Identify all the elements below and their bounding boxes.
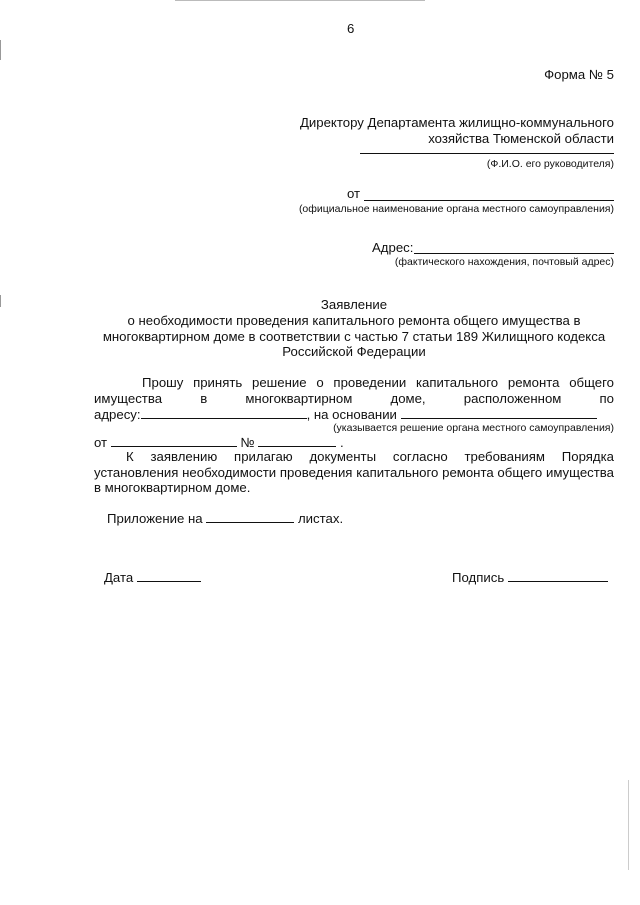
from-label: от [347,186,361,201]
address-line [414,253,614,254]
line-4-period: . [339,435,344,450]
date-block [104,569,201,585]
address-hint: (фактического нахождения, почтовый адрес) [394,256,614,268]
scan-mark-top [175,0,425,1]
body-line-6: установления необходимости проведения капитального ремонта общего имущества [94,465,614,480]
attachment-count-line [206,510,294,523]
attachment-label-after: листах. [297,511,344,526]
attachment-line [107,510,343,526]
body-line-5: К заявлению прилагаю документы согласно требованиям Порядка [126,449,614,464]
body-line-7: в многоквартирном доме. [94,480,251,495]
date-from-field-line [111,434,237,447]
date-label: Дата [104,570,134,585]
basis-field-line [401,406,597,419]
title-line-1: о необходимости проведения капитального ремонта общего имущества в [127,313,581,328]
title-line-2: многоквартирном доме в соответствии с частью 7 статьи 189 Жилищного кодекса [102,329,606,344]
address-label: Адрес: [372,240,414,255]
basis-hint: (указывается решение органа местного самоуправления) [333,422,614,434]
signature-block [452,569,608,585]
date-field-line [137,569,201,582]
document-heading: Заявление [320,297,388,312]
number-label: № [240,435,255,450]
body-line-2: имущества в многоквартирном доме, расположенном по [94,391,614,406]
signature-field-line [508,569,608,582]
attachment-label-before: Приложение на [107,511,203,526]
scan-mark-left [0,40,1,60]
page-number: 6 [347,21,355,36]
title-line-3: Российской Федерации [282,344,426,359]
from-hint: (официальное наименование органа местного самоуправления) [298,203,614,215]
number-field-line [258,434,336,447]
addressee-line-2: хозяйства Тюменской области [428,131,614,146]
date-from-label: от [94,435,108,450]
fio-line [360,153,614,154]
address-prefix: адресу: [94,407,141,422]
body-line-3 [94,406,597,422]
from-line [364,200,614,201]
fio-hint: (Ф.И.О. его руководителя) [486,158,614,170]
body-line-1: Прошу принять решение о проведении капитального ремонта общего [142,375,614,390]
address-field-line [141,406,307,419]
scan-mark-right [628,780,629,870]
signature-label: Подпись [452,570,505,585]
addressee-line-1: Директору Департамента жилищно-коммунального [299,115,614,130]
form-label: Форма № 5 [544,67,614,82]
basis-prefix: , на основании [306,407,397,422]
